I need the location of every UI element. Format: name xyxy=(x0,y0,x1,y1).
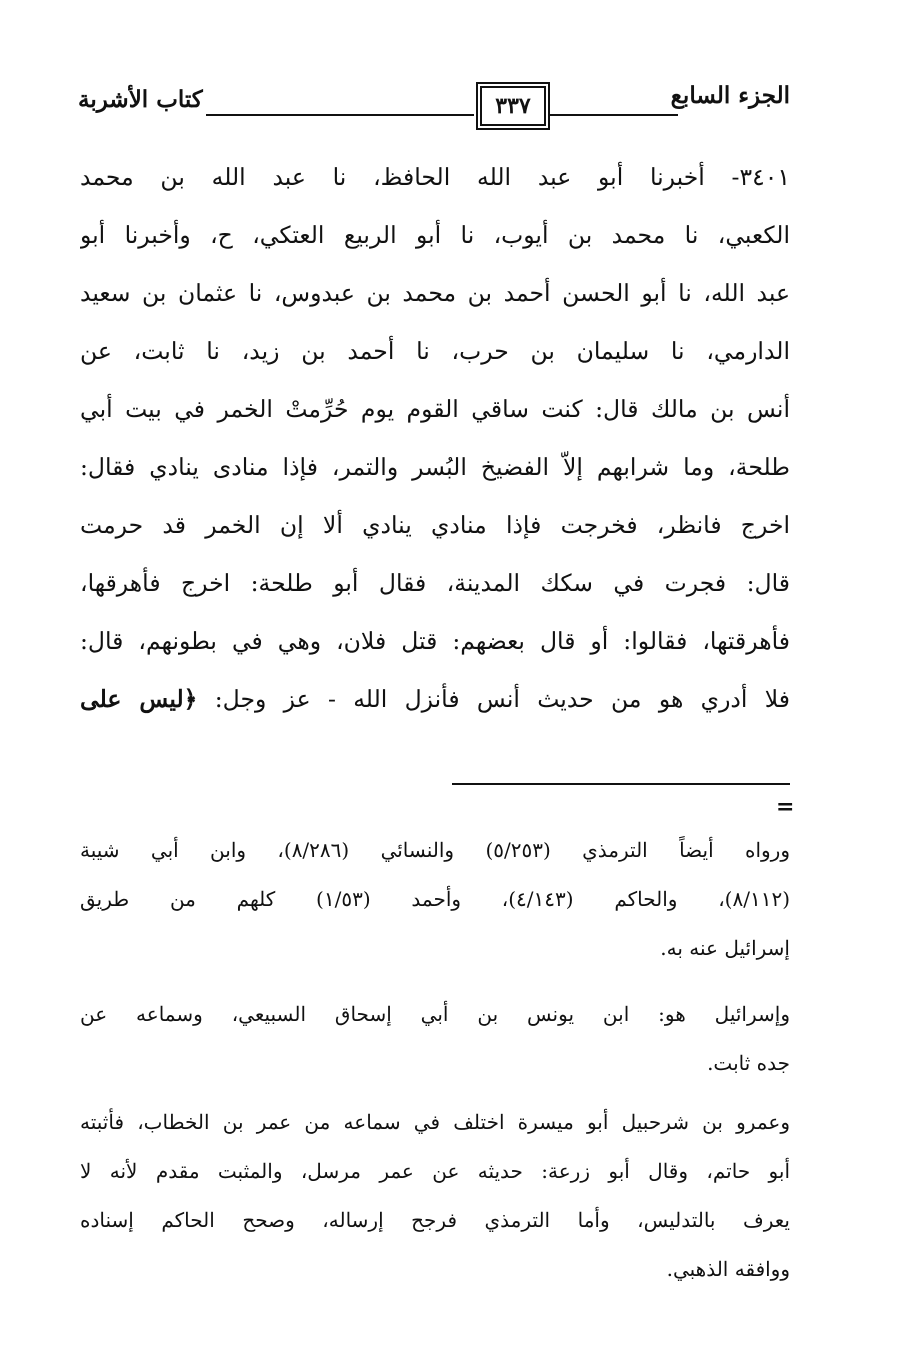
volume-title: الجزء السابع xyxy=(670,82,790,109)
main-line-last-text: فلا أدري هو من حديث أنس فأنزل الله - عز وجل: xyxy=(214,685,790,713)
book-title: كتاب الأشربة xyxy=(78,86,203,113)
main-line: الكعبي، نا محمد بن أيوب، نا أبو الربيع العتكي، ح، وأخبرنا أبو xyxy=(80,221,790,249)
footnote-line: جده ثابت. xyxy=(707,1051,790,1075)
footnote-line: إسرائيل عنه به. xyxy=(660,936,790,960)
footnote-line: ورواه أيضاً الترمذي (٥/٢٥٣) والنسائي (٨/٢٨٦)، وابن أبي شيبة xyxy=(80,838,790,862)
footnote-line: وإسرائيل هو: ابن يونس بن أبي إسحاق السبيعي، وسماعه عن xyxy=(80,1002,790,1026)
continuation-mark: = xyxy=(776,794,795,820)
footnote-separator xyxy=(452,783,790,785)
page-number: ٣٣٧ xyxy=(480,86,546,126)
main-line: الدارمي، نا سليمان بن حرب، نا أحمد بن زيد، نا ثابت، عن xyxy=(80,337,790,365)
main-line: ٣٤٠١- أخبرنا أبو عبد الله الحافظ، نا عبد الله بن محمد xyxy=(80,163,790,191)
main-line: فأهرقتها، فقالوا: أو قال بعضهم: قتل فلان، وهي في بطونهم، قال: xyxy=(80,627,790,655)
footnote-paragraph xyxy=(80,990,790,1088)
footnote-paragraph xyxy=(80,826,790,973)
header-rule-right xyxy=(548,114,678,116)
main-line: قال: فجرت في سكك المدينة، فقال أبو طلحة: اخرج فأهرقها، xyxy=(80,569,790,597)
footnote-paragraph xyxy=(80,1098,790,1294)
main-line: عبد الله، نا أبو الحسن أحمد بن محمد بن عبدوس، نا عثمان بن سعيد xyxy=(80,279,790,307)
footnote-line: (٨/١١٢)، والحاكم (٤/١٤٣)، وأحمد (١/٥٣) كلهم من طريق xyxy=(80,887,790,911)
footnote-line: يعرف بالتدليس، وأما الترمذي فرجح إرساله، وصحح الحاكم إسناده xyxy=(80,1208,790,1232)
main-line-last xyxy=(80,670,790,728)
main-text xyxy=(80,148,790,728)
footnote-line: وعمرو بن شرحبيل أبو ميسرة اختلف في سماعه من عمر بن الخطاب، فأثبته xyxy=(80,1110,790,1134)
page-header xyxy=(78,82,790,132)
main-line: أنس بن مالك قال: كنت ساقي القوم يوم حُرِّمتْ الخمر في بيت أبي xyxy=(80,395,790,423)
main-line: طلحة، وما شرابهم إلاّ الفضيخ البُسر والتمر، فإذا منادى ينادي فقال: xyxy=(80,453,790,481)
main-line: اخرج فانظر، فخرجت فإذا منادي ينادي ألا إن الخمر قد حرمت xyxy=(80,511,790,539)
footnote-line: أبو حاتم، وقال أبو زرعة: حديثه عن عمر مرسل، والمثبت مقدم لأنه لا xyxy=(80,1159,790,1183)
footnote-line: ووافقه الذهبي. xyxy=(666,1257,790,1281)
quran-quote: ﴿ليس على xyxy=(80,685,198,713)
header-rule-left xyxy=(206,114,474,116)
